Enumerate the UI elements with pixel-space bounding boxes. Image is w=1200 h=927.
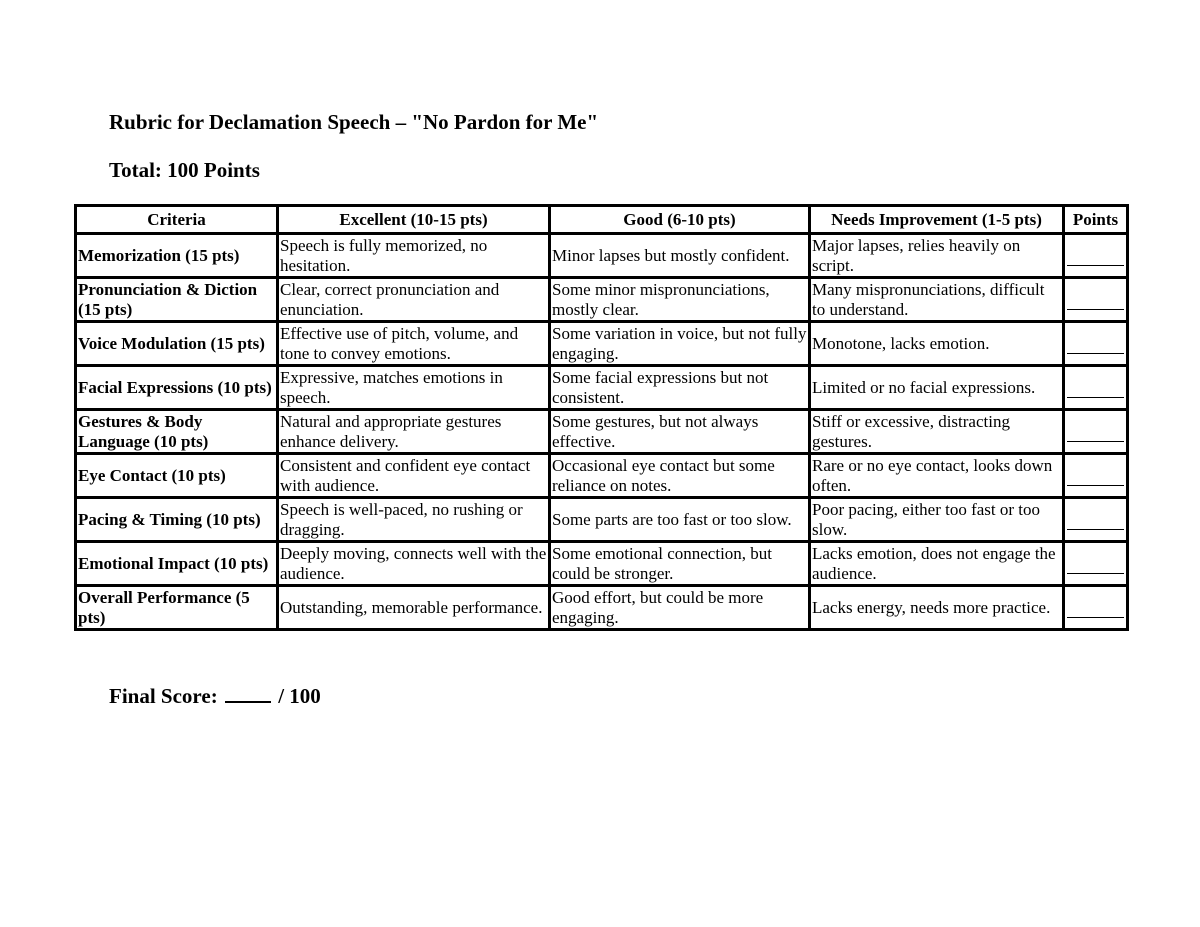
points-blank-line [1067,529,1124,530]
points-blank-line [1067,265,1124,266]
criteria-cell: Emotional Impact (10 pts) [76,542,278,586]
criteria-cell: Facial Expressions (10 pts) [76,366,278,410]
needs-improvement-cell: Rare or no eye contact, looks down often. [810,454,1064,498]
points-blank-line [1067,397,1124,398]
points-cell [1064,542,1128,586]
criteria-cell: Memorization (15 pts) [76,234,278,278]
criteria-cell: Gestures & Body Language (10 pts) [76,410,278,454]
column-header-excellent: Excellent (10-15 pts) [278,206,550,234]
good-cell: Good effort, but could be more engaging. [550,586,810,630]
points-cell [1064,498,1128,542]
good-cell: Some parts are too fast or too slow. [550,498,810,542]
table-header-row [76,206,1128,234]
excellent-cell: Natural and appropriate gestures enhance delivery. [278,410,550,454]
table-row [76,366,1128,410]
criteria-cell: Pacing & Timing (10 pts) [76,498,278,542]
column-header-points: Points [1064,206,1128,234]
table-row [76,234,1128,278]
criteria-cell: Voice Modulation (15 pts) [76,322,278,366]
criteria-cell: Overall Performance (5 pts) [76,586,278,630]
excellent-cell: Consistent and confident eye contact with audience. [278,454,550,498]
total-points: Total: 100 Points [109,158,260,182]
criteria-cell: Pronunciation & Diction (15 pts) [76,278,278,322]
final-score-blank [225,684,271,703]
points-blank-line [1067,617,1124,618]
points-cell [1064,278,1128,322]
needs-improvement-cell: Limited or no facial expressions. [810,366,1064,410]
rubric-table [74,204,1129,631]
table-row [76,410,1128,454]
good-cell: Occasional eye contact but some reliance on notes. [550,454,810,498]
excellent-cell: Deeply moving, connects well with the audience. [278,542,550,586]
needs-improvement-cell: Lacks energy, needs more practice. [810,586,1064,630]
column-header-good: Good (6-10 pts) [550,206,810,234]
column-header-criteria: Criteria [76,206,278,234]
excellent-cell: Effective use of pitch, volume, and tone to convey emotions. [278,322,550,366]
excellent-cell: Expressive, matches emotions in speech. [278,366,550,410]
good-cell: Some emotional connection, but could be stronger. [550,542,810,586]
criteria-cell: Eye Contact (10 pts) [76,454,278,498]
points-blank-line [1067,573,1124,574]
table-row [76,322,1128,366]
good-cell: Some variation in voice, but not fully engaging. [550,322,810,366]
table-row [76,498,1128,542]
good-cell: Minor lapses but mostly confident. [550,234,810,278]
needs-improvement-cell: Monotone, lacks emotion. [810,322,1064,366]
points-cell [1064,366,1128,410]
needs-improvement-cell: Poor pacing, either too fast or too slow. [810,498,1064,542]
column-header-needs-improvement: Needs Improvement (1-5 pts) [810,206,1064,234]
points-cell [1064,322,1128,366]
final-score-label: Final Score: [109,684,218,708]
table-row [76,542,1128,586]
points-cell [1064,586,1128,630]
table-row [76,454,1128,498]
needs-improvement-cell: Many mispronunciations, difficult to understand. [810,278,1064,322]
points-cell [1064,410,1128,454]
points-cell [1064,454,1128,498]
points-blank-line [1067,485,1124,486]
excellent-cell: Speech is well-paced, no rushing or dragging. [278,498,550,542]
excellent-cell: Outstanding, memorable performance. [278,586,550,630]
points-blank-line [1067,309,1124,310]
table-row [76,278,1128,322]
good-cell: Some minor mispronunciations, mostly clear. [550,278,810,322]
needs-improvement-cell: Lacks emotion, does not engage the audience. [810,542,1064,586]
good-cell: Some gestures, but not always effective. [550,410,810,454]
excellent-cell: Clear, correct pronunciation and enunciation. [278,278,550,322]
points-blank-line [1067,353,1124,354]
table-row [76,586,1128,630]
excellent-cell: Speech is fully memorized, no hesitation. [278,234,550,278]
needs-improvement-cell: Stiff or excessive, distracting gestures. [810,410,1064,454]
rubric-title: Rubric for Declamation Speech – "No Pardon for Me" [109,110,599,134]
needs-improvement-cell: Major lapses, relies heavily on script. [810,234,1064,278]
good-cell: Some facial expressions but not consistent. [550,366,810,410]
points-cell [1064,234,1128,278]
points-blank-line [1067,441,1124,442]
final-score [109,684,321,709]
final-score-max: / 100 [278,684,321,708]
